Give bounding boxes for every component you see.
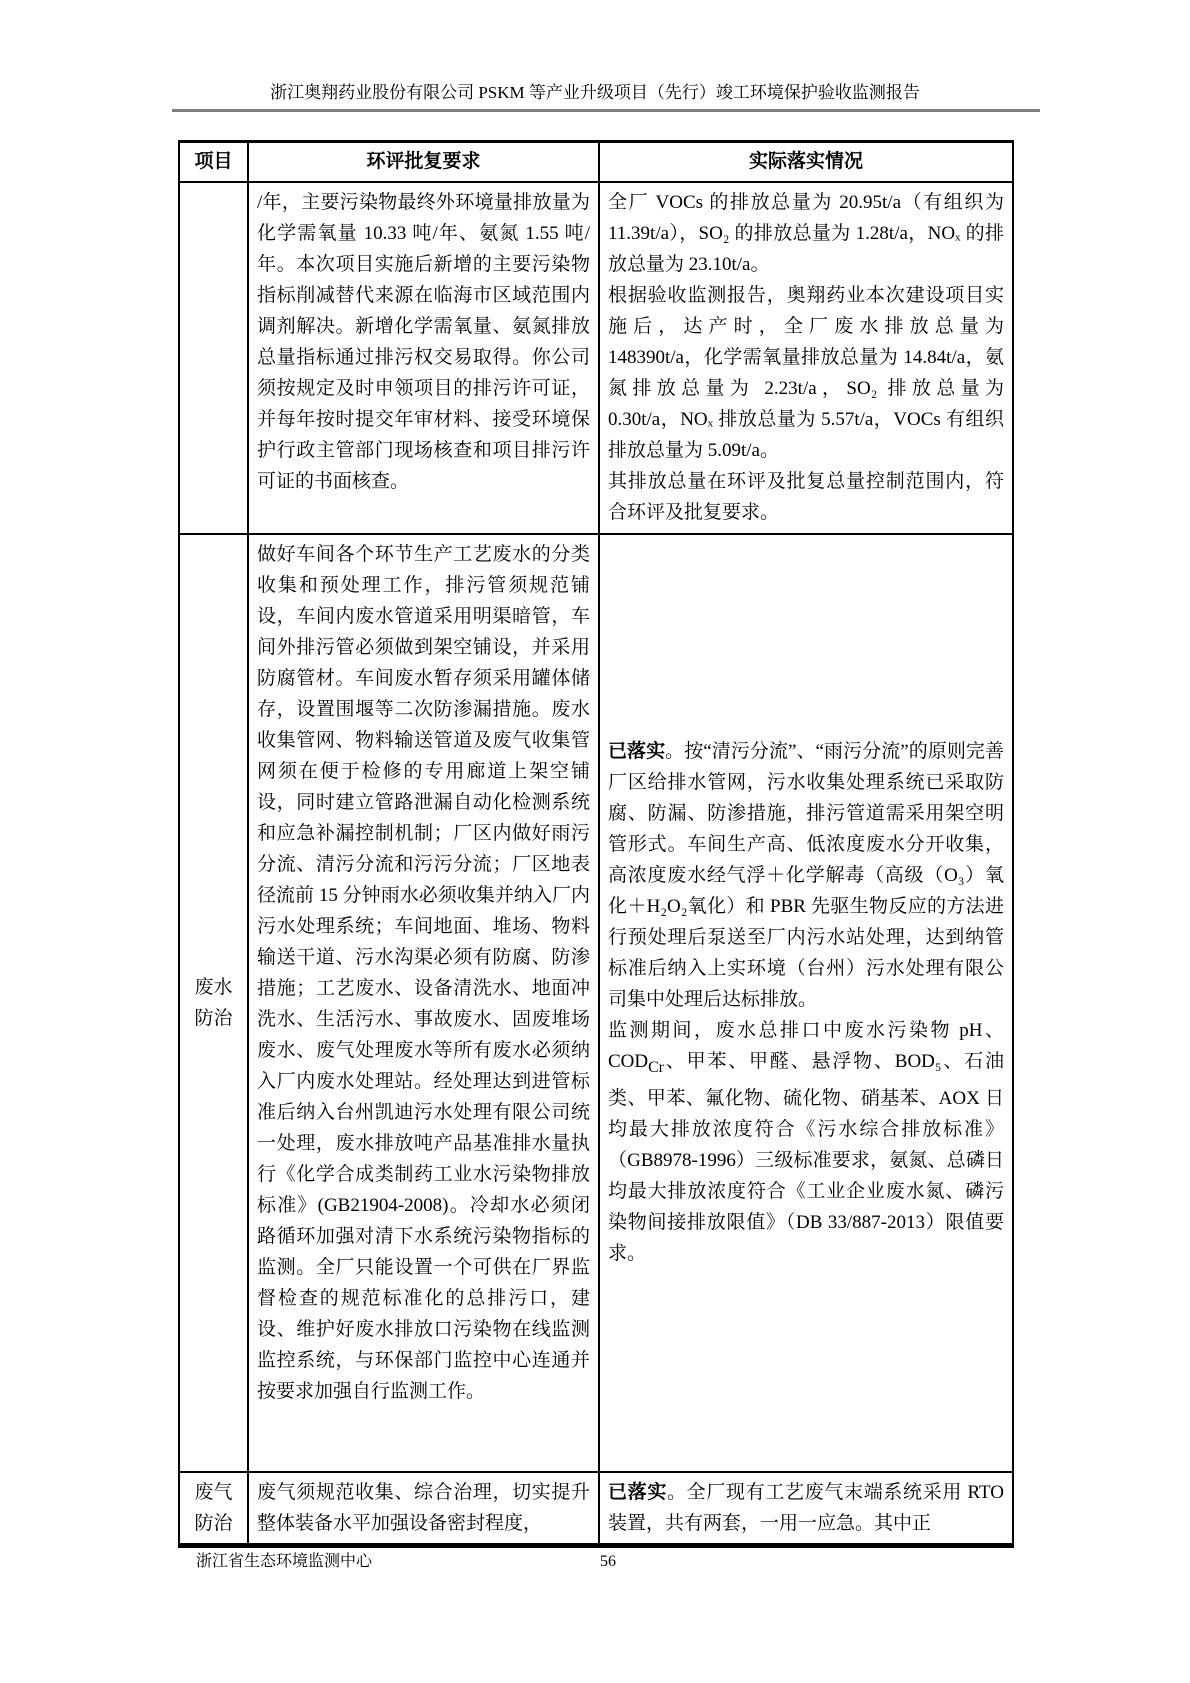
- implementation-paragraph: 全厂 VOCs 的排放总量为 20.95t/a（有组织为 11.39t/a），SO₂ 的排放总量为 1.28t/a，NOₓ 的排放总量为 23.10t/a。: [608, 191, 1004, 275]
- requirement-text: /年，主要污染物最终外环境量排放量为化学需氧量 10.33 吨/年、氨氮 1.55 吨/年。本次项目实施后新增的主要污染物指标削减替代来源在临海市区域范围内调剂解决。新增化学需氧量、氨氮排放总量指标通过排污权交易取得。你公司须按规定及时申领项目的排污许可证，并每年按时提交年审材料、接受环境保护行政主管部门现场核查和项目排污许可证的书面核查。: [257, 191, 590, 492]
- item-cell-empty: [179, 182, 248, 534]
- item-cell-wastewater: [179, 534, 248, 1472]
- column-header-item: 项目: [179, 142, 248, 182]
- implementation-paragraph: [608, 736, 1004, 1015]
- subscript-cr: Cr: [648, 1058, 664, 1076]
- implementation-cell: [599, 1472, 1013, 1546]
- requirement-cell: [248, 534, 599, 1472]
- item-label-line: 废水: [194, 976, 233, 998]
- item-label-line: 防治: [194, 1007, 233, 1029]
- page-number: 56: [600, 1553, 616, 1570]
- column-header-requirement: 环评批复要求: [248, 142, 599, 182]
- implementation-text: 、甲苯、甲醛、悬浮物、BOD₅、石油类、甲苯、氟化物、硫化物、硝基苯、AOX 日均最大排放浓度符合《污水综合排放标准》（GB8978-1996）三级标准要求，氨氮、总磷日均最大排放浓度符合《工业企业废水氮、磷污染物间接排放限值》（DB 33/887-2013）限值要求。: [608, 1051, 1004, 1264]
- document-title: 浙江奥翔药业股份有限公司 PSKM 等产业升级项目（先行）竣工环境保护验收监测报告: [270, 83, 920, 102]
- requirement-text: 废气须规范收集、综合治理，切实提升整体装备水平加强设备密封程度，: [257, 1481, 590, 1534]
- status-implemented-label: 已落实: [608, 741, 666, 763]
- implementation-paragraph: [608, 1477, 1004, 1539]
- item-label-line: 防治: [194, 1512, 233, 1534]
- requirement-cell: [248, 182, 599, 534]
- implementation-text: 监测期间，废水总排口中废水污染物 pH、COD: [608, 1020, 1004, 1073]
- status-implemented-label: 已落实: [608, 1481, 668, 1503]
- table-row-total-emission-control: [179, 182, 1013, 534]
- compliance-table: [178, 140, 1014, 1548]
- implementation-text: 。全厂现有工艺废气末端系统采用 RTO 装置，共有两套，一用一应急。其中正: [608, 1481, 1004, 1534]
- implementation-cell: [599, 534, 1013, 1472]
- header-divider-rule: [172, 109, 1040, 112]
- implementation-paragraph: 根据验收监测报告，奥翔药业本次建设项目实施后，达产时，全厂废水排放总量为 148390t/a，化学需氧量排放总量为 14.84t/a，氨氮排放总量为 2.23t/a，SO₂ 排放总量为 0.30t/a，NOₓ 排放总量为 5.57t/a，VOCs 有组织排放总量为 5.09t/a。: [608, 284, 1004, 461]
- column-header-implementation: 实际落实情况: [599, 142, 1013, 182]
- table-row-waste-gas-control: [179, 1472, 1013, 1546]
- table-row-wastewater-control: [179, 534, 1013, 1472]
- requirement-cell: [248, 1472, 599, 1546]
- item-label-line: 废气: [194, 1481, 233, 1503]
- implementation-paragraph: [608, 1015, 1004, 1269]
- implementation-paragraph: 其排放总量在环评及批复总量控制范围内，符合环评及批复要求。: [608, 470, 1004, 523]
- item-cell-waste-gas: [179, 1472, 248, 1546]
- table-header-row: [179, 142, 1013, 182]
- footer-organization: 浙江省生态环境监测中心: [196, 1553, 373, 1570]
- requirement-text: 做好车间各个环节生产工艺废水的分类收集和预处理工作，排污管须规范铺设，车间内废水管道采用明渠暗管，车间外排污管必须做到架空铺设，并采用防腐管材。车间废水暂存须采用罐体储存，设置围堰等二次防渗漏措施。废水收集管网、物料输送管道及废气收集管网须在便于检修的专用廊道上架空铺设，同时建立管路泄漏自动化检测系统和应急补漏控制机制；厂区内做好雨污分流、清污分流和污污分流；厂区地表径流前 15 分钟雨水必须收集并纳入厂内污水处理系统；车间地面、堆场、物料输送干道、污水沟渠必须有防腐、防渗措施；工艺废水、设备清洗水、地面冲洗水、生活污水、事故废水、固废堆场废水、废气处理废水等所有废水必须纳入厂内废水处理站。经处理达到进管标准后纳入台州凯迪污水处理有限公司统一处理，废水排放吨产品基准排水量执行《化学合成类制药工业水污染物排放标准》(GB21904-2008)。冷却水必须闭路循环加强对清下水系统污染物指标的监测。全厂只能设置一个可供在厂界监督检查的规范标准化的总排污口，建设、维护好废水排放口污染物在线监测监控系统，与环保部门监控中心连通并按要求加强自行监测工作。: [257, 543, 590, 1402]
- implementation-cell: [599, 182, 1013, 534]
- implementation-text: 。按“清污分流”、“雨污分流”的原则完善厂区给排水管网，污水收集处理系统已采取防腐、防漏、防渗措施，排污管道需采用架空明管形式。车间生产高、低浓度废水分开收集，高浓度废水经气浮＋化学解毒（高级（O₃）氧化＋H₂O₂氧化）和 PBR 先驱生物反应的方法进行预处理后泵送至厂内污水站处理，达到纳管标准后纳入上实环境（台州）污水处理有限公司集中处理后达标排放。: [608, 741, 1004, 1011]
